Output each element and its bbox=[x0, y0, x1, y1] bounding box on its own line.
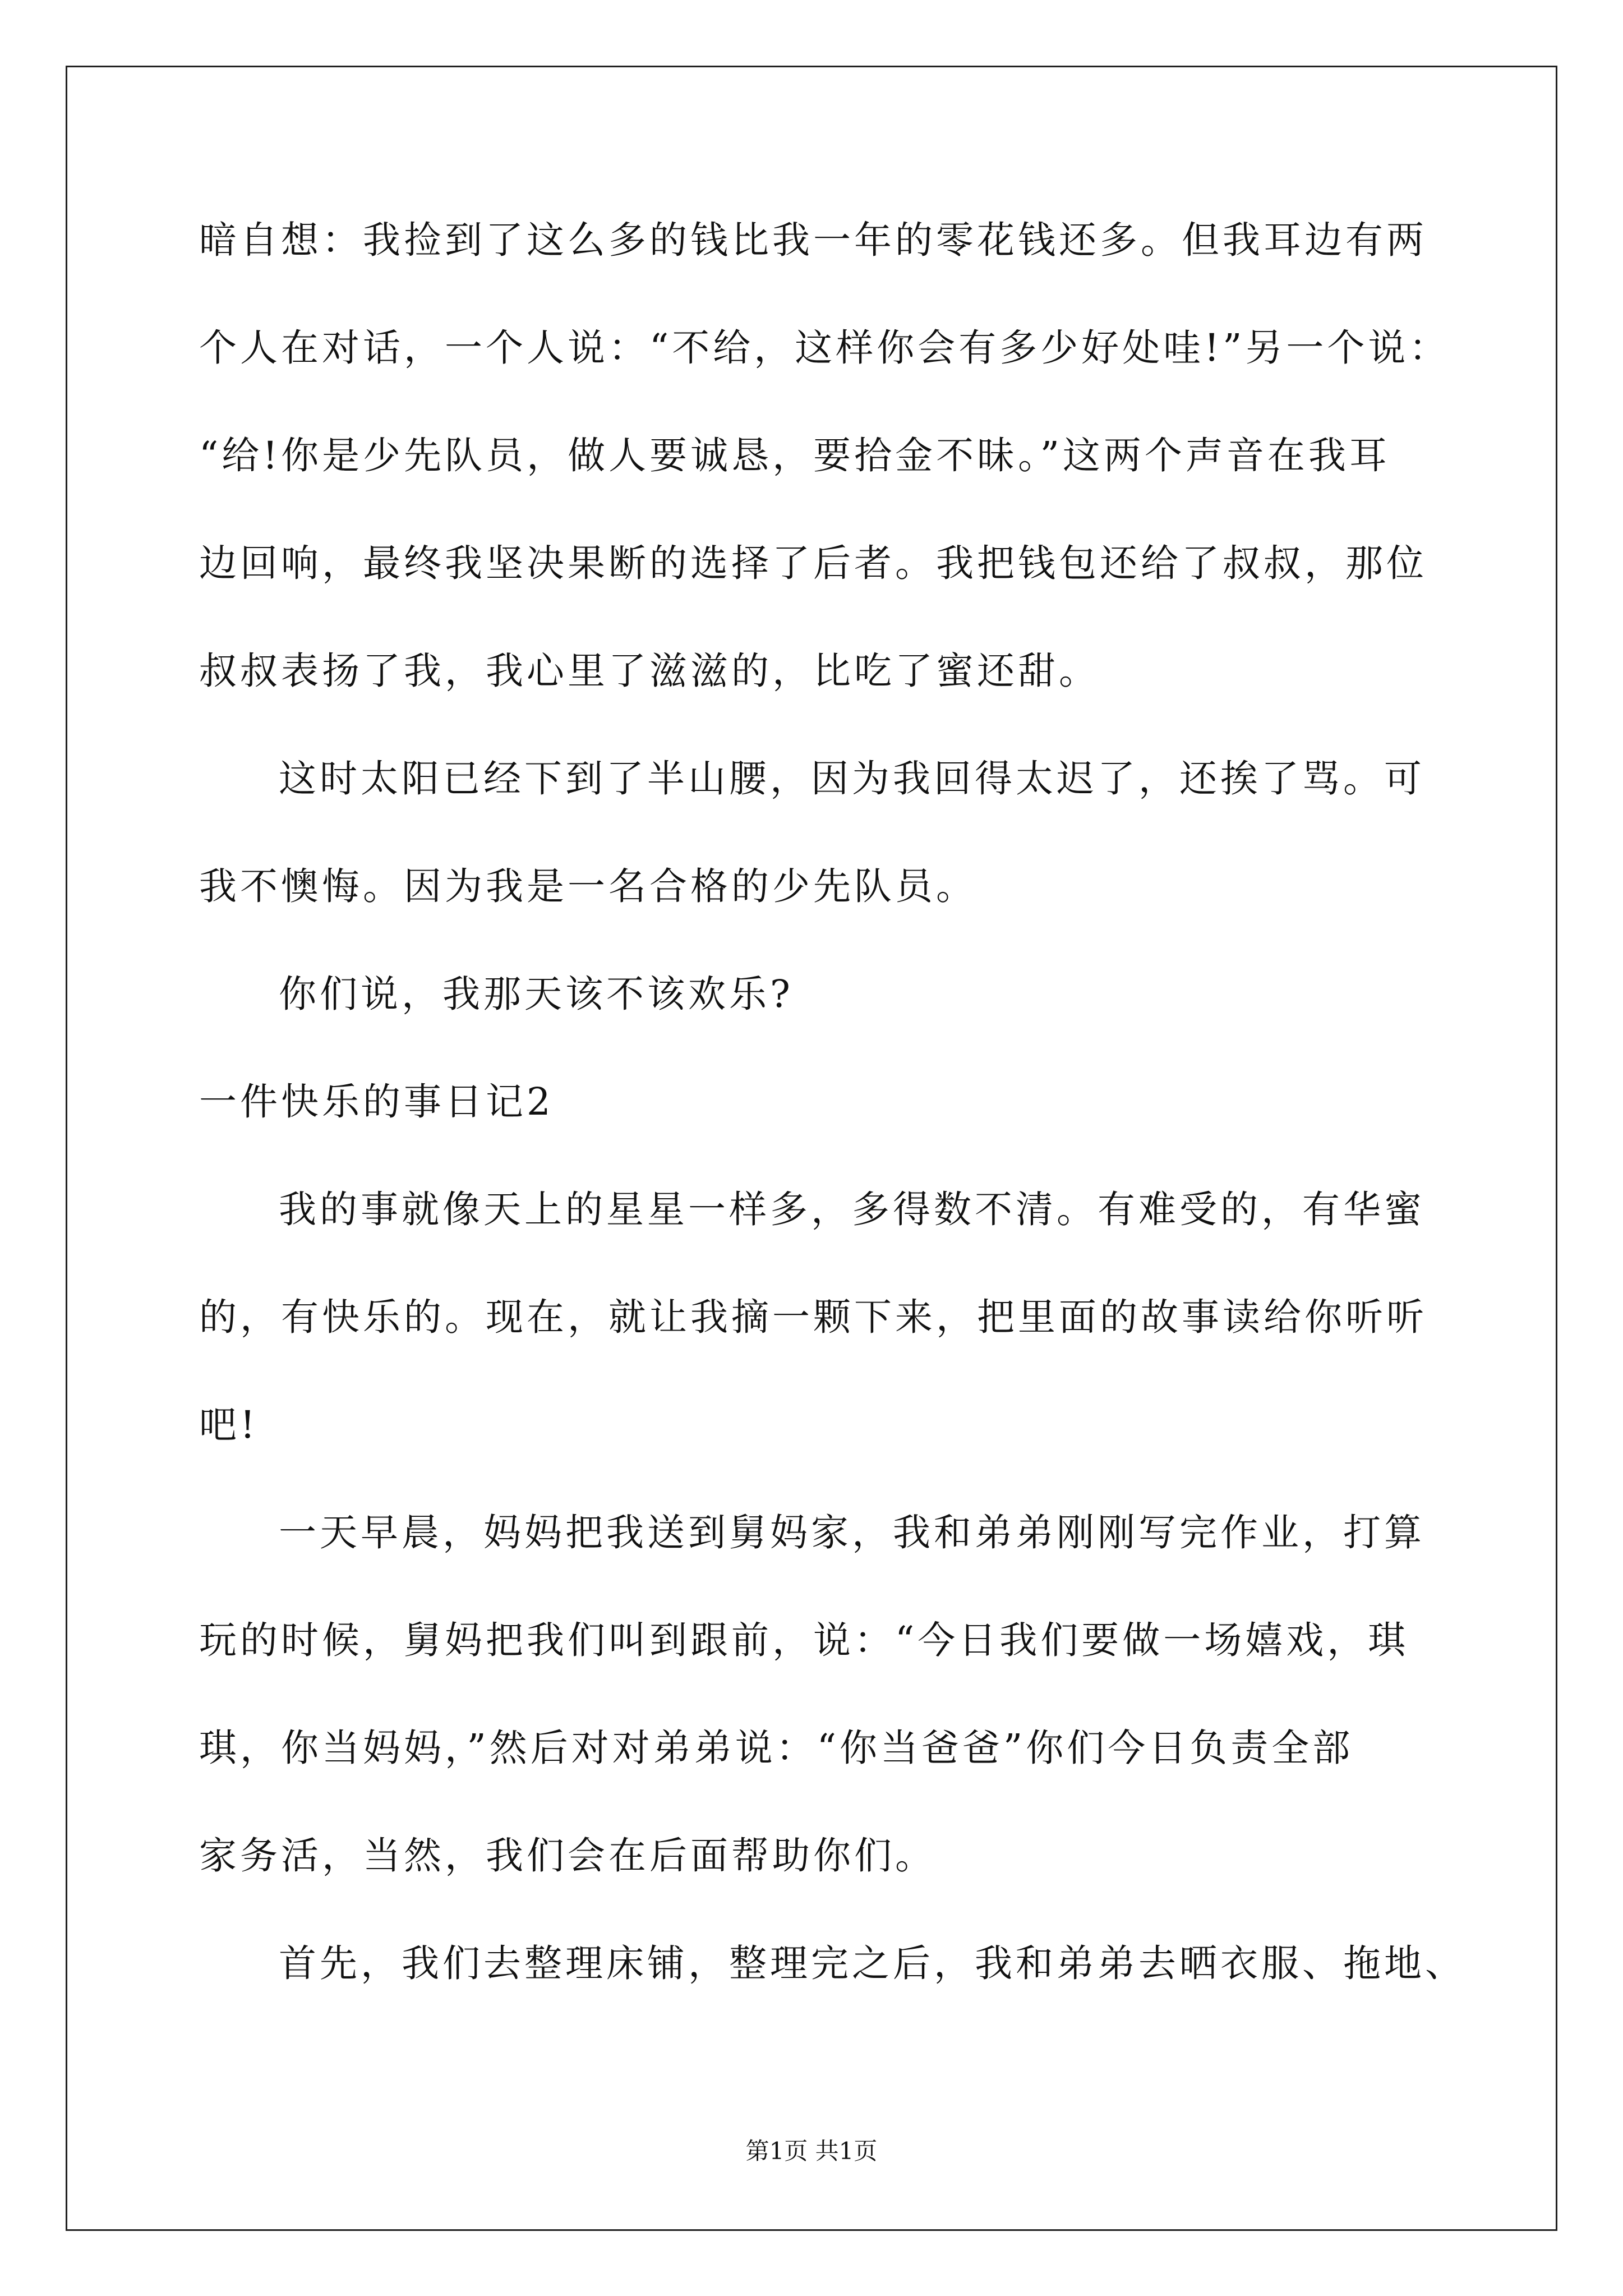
text-line: 家务活，当然，我们会在后面帮助你们。 bbox=[199, 1834, 936, 1878]
page-footer: 第1页 共1页 bbox=[745, 2137, 878, 2165]
text-line: 琪，你当妈妈，”然后对对弟弟说：“你当爸爸”你们今日负责全部 bbox=[199, 1726, 1354, 1770]
paragraph-start-line: 我的事就像天上的星星一样多，多得数不清。有难受的，有华蜜 bbox=[279, 1188, 1425, 1231]
text-line: 暗自想：我捡到了这么多的钱比我一年的零花钱还多。但我耳边有两 bbox=[199, 218, 1427, 262]
text-line: 吧! bbox=[199, 1403, 259, 1447]
text-line: 玩的时候，舅妈把我们叫到跟前，说：“今日我们要做一场嬉戏，琪 bbox=[199, 1618, 1409, 1662]
paragraph-start-line: 一天早晨，妈妈把我送到舅妈家，我和弟弟刚刚写完作业，打算 bbox=[279, 1511, 1425, 1554]
text-line: 叔叔表扬了我，我心里了滋滋的，比吃了蜜还甜。 bbox=[199, 649, 1100, 693]
text-line: “给!你是少先队员，做人要诚恳，要拾金不昧。”这两个声音在我耳 bbox=[199, 434, 1390, 477]
text-line: 边回响，最终我坚决果断的选择了后者。我把钱包还给了叔叔，那位 bbox=[199, 541, 1427, 585]
paragraph-start-line: 你们说，我那天该不该欢乐? bbox=[279, 972, 794, 1016]
paragraph-start-line: 首先，我们去整理床铺，整理完之后，我和弟弟去晒衣服、拖地、 bbox=[279, 1941, 1466, 1985]
page-border bbox=[66, 66, 1557, 2231]
text-line: 的，有快乐的。现在，就让我摘一颗下来，把里面的故事读给你听听 bbox=[199, 1295, 1427, 1339]
text-line: 个人在对话，一个人说：“不给，这样你会有多少好处哇!”另一个说： bbox=[199, 326, 1450, 370]
text-line: 我不懊悔。因为我是一名合格的少先队员。 bbox=[199, 864, 977, 908]
paragraph-start-line: 这时太阳已经下到了半山腰，因为我回得太迟了，还挨了骂。可 bbox=[279, 757, 1425, 800]
section-heading: 一件快乐的事日记2 bbox=[199, 1080, 554, 1124]
